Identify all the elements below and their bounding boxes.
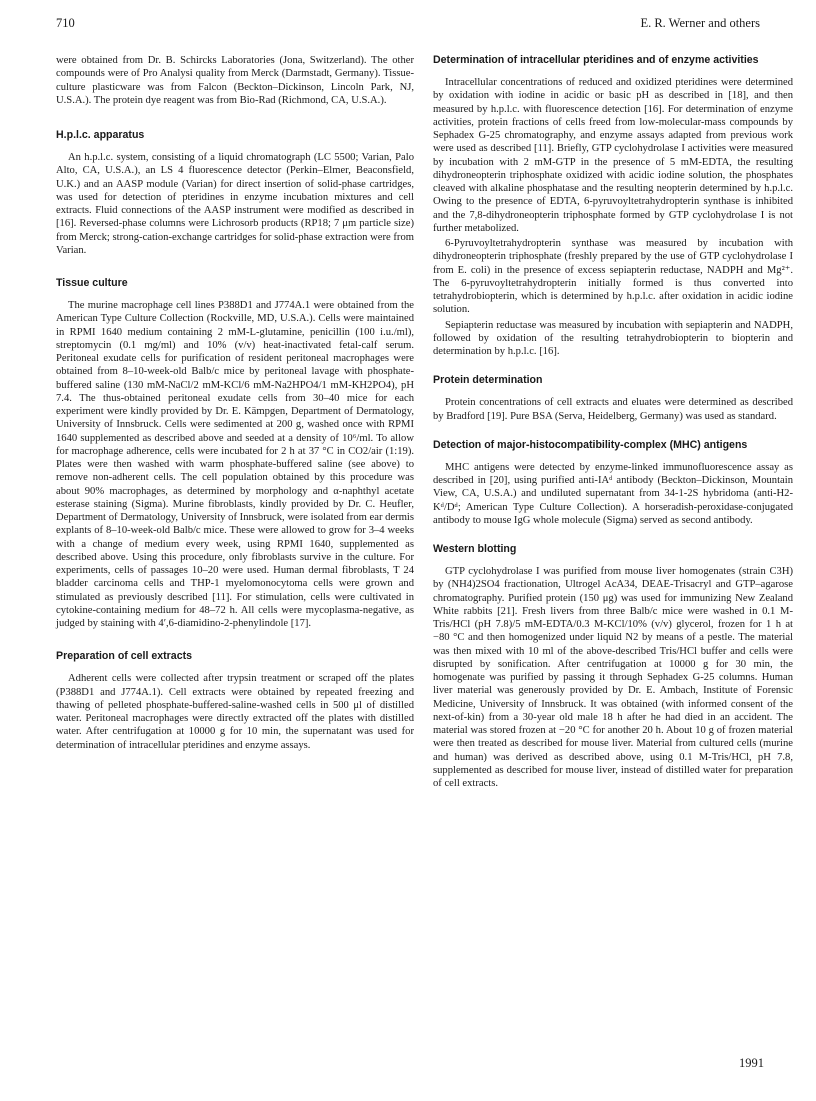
protein-paragraph: Protein concentrations of cell extracts and eluates were determined as described by Bradford [19]. Pure BSA (Serva, Heidelberg, Germany) was used as standard. [433,397,793,422]
pteridine-heading: Determination of intracellular pteridines and of enzyme activities [433,54,759,66]
running-title: E. R. Werner and others [640,16,760,30]
hplc-heading: H.p.l.c. apparatus [56,129,145,141]
pteridine-paragraph-3: Sepiapterin reductase was measured by incubation with sepiapterin and NADPH, followed by oxidation of the resulting tetrahydrobiopterin to biopterin and determination by h.p.l.c. [16]. [433,319,793,357]
hplc-paragraph: An h.p.l.c. system, consisting of a liquid chromatograph (LC 5500; Varian, Palo Alto, CA, U.S.A.), an LS 4 fluorescence detector (Perkin–Elmer, Beaconsfield, U.K.) and an AASP module (Varian) for direct insertion of solid-phase cartridges, was used for detection of pteridines in enzyme incubation mixtures and cell extracts. Fluid connections of the AASP instrument were modified as described in [16]. Reversed-phase columns were Lichrosorb products (RP18; 7 μm particle size) from Merck; strong-cation-exchange cartridges for solid-phase extraction were from Varian. [56,152,414,256]
footer-year: 1991 [739,1056,764,1070]
page-number: 710 [56,16,75,30]
cell-extracts-heading: Preparation of cell extracts [56,650,193,663]
mhc-paragraph: MHC antigens were detected by enzyme-linked immunofluorescence assay as described in [20], using purified anti-IAᵈ antibody (Beckton–Dickinson, Mountain View, CA, U.S.A.) and undiluted supernatant from 34-1-2S hybridoma (anti-H2-Kᵈ/Dᵈ; American Type Culture Collection). A horseradish-peroxidase-conjugated antibody to mouse IgG whole molecule (Sigma) served as second antibody. [433,461,793,526]
pteridine-paragraph-2: 6-Pyruvoyltetrahydropterin synthase was measured by incubation with dihydroneopterin triphosphate (freshly prepared by the use of GTP cyclohydrolase I from E. coli) in the presence of excess sepiapterin reductase, NADPH and Mg²⁺. The 6-pyruvoyltetrahydropterin initially formed is thus converted into tetrahydrobiopterin, which is determined by h.p.l.c. after oxidation in acidic iodine solution. [433,238,793,316]
left-column [56,54,414,754]
protein-heading: Protein determination [433,374,543,387]
western-paragraph: GTP cyclohydrolase I was purified from mouse liver homogenates (strain C3H) by (NH4)2SO4 fractionation, Ultrogel AcA34, DEAE-Trisacryl and GTP–agarose chromatography. Purified protein (150 μg) was used for immunizing New Zealand White rabbits [21]. Fresh livers from three Balb/c mice were washed in 0.1 M-Tris/HCl (pH 7.8)/5 mM-EDTA/0.3 M-KCl/10% (v/v) glycerol, frozen for 1 h at −80 °C and then homogenized under liquid N2 by means of a pestle. The material was then mixed with 10 ml of the above-described Tris/HCl buffer and cells were disrupted by sonification. After centrifugation at 10000 g for 30 min, the homogenate was purified by passing it through Sephadex G-25 columns. Human liver material was generously provided by Dr. E. Ambach, Institute of Forensic Medicine, University of Innsbruck. It was obtained (with informed consent of the next-of-kin) from a 30-year old male 18 h after he had died in an accident. The material was stored frozen at −20 °C for another 20 h. About 10 g of frozen material were then treated as described for mouse liver. Material from cultured cells (murine and human) was derived as described above, using 0.1 M-Tris/HCl, pH 7.8, supplemented as described for mouse liver, instead of distilled water for preparation of cell extracts. [433,566,793,789]
right-column [433,54,793,792]
tissue-culture-paragraph: The murine macrophage cell lines P388D1 and J774A.1 were obtained from the American Type Culture Collection (Rockville, MD, U.S.A.). Cells were maintained in RPMI 1640 medium containing 2 mM-L-glutamine, penicillin (100 i.u./ml), streptomycin (0.1 mg/ml) and 10% (v/v) heat-inactivated fetal-calf serum. Peritoneal exudate cells for purification of resident peritoneal macrophages were obtained from 8–10-week-old Balb/c mice by peritoneal lavage with phosphate-buffered saline (130 mM-NaCl/2 mM-KCl/6 mM-Na2HPO4/1 mM-KH2PO4), pH 7.4. The thus-obtained peritoneal exudate cells from 30–40 mice for each experiment were kindly provided by Dr. E. Kämpgen, Department of Dermatology, University of Innsbruck. Cells were sedimented at 200 g, washed once with RPMI 1640 supplemented as described above and seeded at a density of 10⁶/ml. To allow for macrophage adherence, cells were incubated for 2 h at 37 °C in CO2/air (1:19). Plates were then washed with warm phosphate-buffered saline (see above) to remove non-adherent cells. The cell population obtained by this procedure was about 90% macrophages, as determined by morphology and α-naphthyl acetate esterase staining (Sigma). Murine fibroblasts, kindly provided by Dr. C. Heufler, Department of Dermatology, University of Innsbruck, were isolated from ear dermis explants of 8–10-week-old Balb/c mice. These were allowed to grow for 3–4 weeks with a change of medium every week, using RPMI 1640, supplemented as described above. Using this procedure, only fibroblasts survive in the culture. For experiments, cells of passages 10–20 were used. Human dermal fibroblasts, T 24 bladder carcinoma cells and THP-1 myelomonocytoma cells were grown and stimulated as previously described [11]. For stimulation, cells were cultivated in cytokine-containing medium for 48–72 h. All cells were mycoplasma-negative, as judged by staining with 4′,6-diamidino-2-phenylindole [17]. [56,300,414,629]
cell-extracts-paragraph: Adherent cells were collected after trypsin treatment or scraped off the plates (P388D1 and J774A.1). Cell extracts were obtained by repeated freezing and thawing of pelleted phosphate-buffered-saline-washed cells in 500 μl of distilled water. Peritoneal macrophages were directly extracted off the plates with distilled water. After centrifugation at 10000 g for 10 min, the supernatant was used for determination of intracellular pteridines and enzyme assays. [56,673,414,751]
intro-paragraph: were obtained from Dr. B. Schircks Laboratories (Jona, Switzerland). The other compounds were of Pro Analysi quality from Merck (Darmstadt, Germany). Tissue-culture plasticware was from Falcon (Beckton–Dickinson, Lincoln Park, NJ, U.S.A.). The protein dye reagent was from Bio-Rad (Richmond, CA, U.S.A.). [56,55,414,106]
page-header [56,16,760,36]
mhc-heading: Detection of major-histocompatibility-complex (MHC) antigens [433,438,748,451]
tissue-culture-heading: Tissue culture [56,277,128,289]
western-heading: Western blotting [433,543,517,555]
pteridine-paragraph-1: Intracellular concentrations of reduced and oxidized pteridines were determined by oxidation with iodine in acidic or basic pH as described in [18], and then measured by h.p.l.c. with fluorescence detection [16]. For determination of enzyme activities, protein fractions of cells freed from low-molecular-mass compounds by Sephadex G-25 chromatography, and enzyme assays adapted from previous work were used as described [11]. Briefly, GTP cyclohydrolase I activities were measured by incubation with 2 mM-GTP in the presence of 5 mM-EDTA, the resulting dihydroneopterin triphosphate oxidized with acidic iodine solution, the phosphates cleaved with alkaline phosphatase and the resulting neopterin determined by h.p.l.c. Owing to the presence of EDTA, 6-pyruvoyltetrahydropterin synthase is inhibited and the 7,8-dihydroneopterin triphosphate formed by GTP cyclohydrolase I is not further metabolized. [433,77,793,234]
